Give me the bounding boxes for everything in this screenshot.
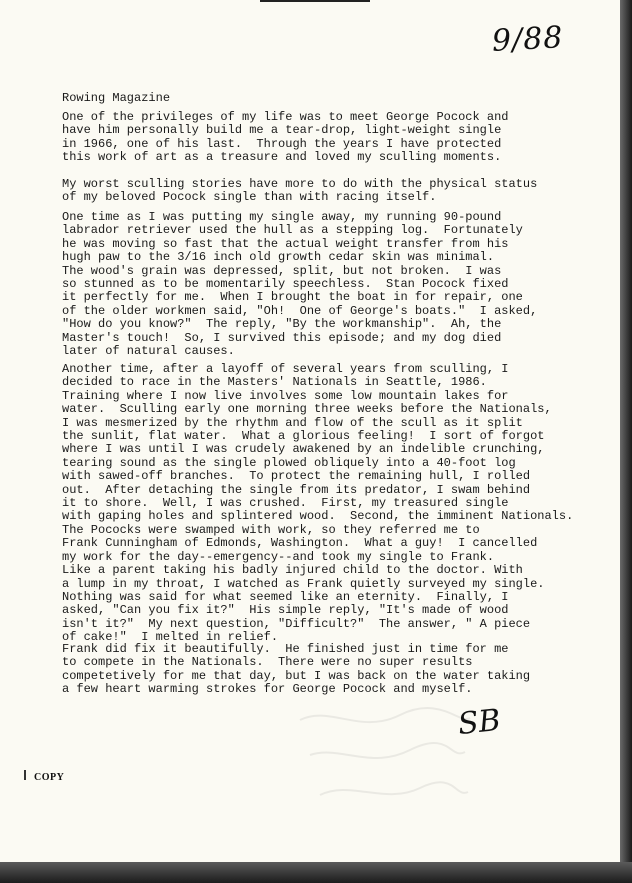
paragraph-4: Another time, after a layoff of several years from sculling, I decided to race in the Masters' Nationals in Seattle, 1986. Training where I now live involves some low mountain lakes for water. Sculling early one morning three weeks before the Nationals, I was mesmerized by the rhythm and flow of the scull as it split the sunlit, flat water. What a glorious feeling! I sort of forgot where I was until I was crudely awakened by an indelible crunching, tearing sound as the single plowed obliquely into a 40-foot log with sawed-off branches. To protect the remaining hull, I rolled out. After detaching the single from its predator, I swam behind it to shore. Well, I was crushed. First, my treasured single with gaping holes and splintered wood. Second, the imminent Nationals. The Pococks were swamped with work, so they referred me to Frank Cunningham of Edmonds, Washington. What a guy! I cancelled my work for the day--emergency--and took my single to Frank. Like a parent taking his badly injured child to the doctor. With a lump in my throat, I watched as Frank quietly surveyed my single. Nothing was said for what seemed like an eternity. Finally, I asked, "Can you fix it?" His simple reply, "It's made of wood isn't it?" My next question, "Difficult?" The answer, " A piece of cake!" I melted in relief. (62, 362, 574, 645)
top-edge-mark (260, 0, 370, 5)
paragraph-2: My worst sculling stories have more to do with the physical status of my beloved Pocock single than with racing itself. (62, 177, 538, 205)
copy-stamp: COPY (34, 772, 65, 783)
handwritten-date: 9/88 (491, 20, 565, 59)
margin-tick (24, 770, 26, 780)
bleed-through-handwriting (290, 700, 480, 820)
paragraph-5: Frank did fix it beautifully. He finished just in time for me to compete in the Nationals. There were no super results competetively for me that day, but I was back on the water taking a few heart warming strokes for George Pocock and myself. (62, 642, 531, 697)
letter-heading: Rowing Magazine (62, 91, 171, 105)
scan-edge-right (620, 0, 632, 883)
paragraph-3: One time as I was putting my single away, my running 90-pound labrador retriever used the hull as a stepping log. Fortunately he was moving so fast that the actual weight transfer from his hugh paw to the 3/16 inch old growth cedar skin was minimal. The wood's grain was depressed, split, but not broken. I was so stunned as to be momentarily speechless. Stan Pocock fixed it perfectly for me. When I brought the boat in for repair, one of the older workmen said, "Oh! One of George's boats." I asked, "How do you know?" The reply, "By the workmanship". Ah, the Master's touch! So, I survived this episode; and my dog died later of natural causes. (62, 210, 538, 359)
signature-initials: SB (456, 702, 503, 743)
scan-edge-bottom (0, 862, 632, 883)
paragraph-1: One of the privileges of my life was to meet George Pocock and have him personally build me a tear-drop, light-weight single in 1966, one of his last. Through the years I have protected this work of art as a treasure and loved my sculling moments. (62, 110, 509, 165)
